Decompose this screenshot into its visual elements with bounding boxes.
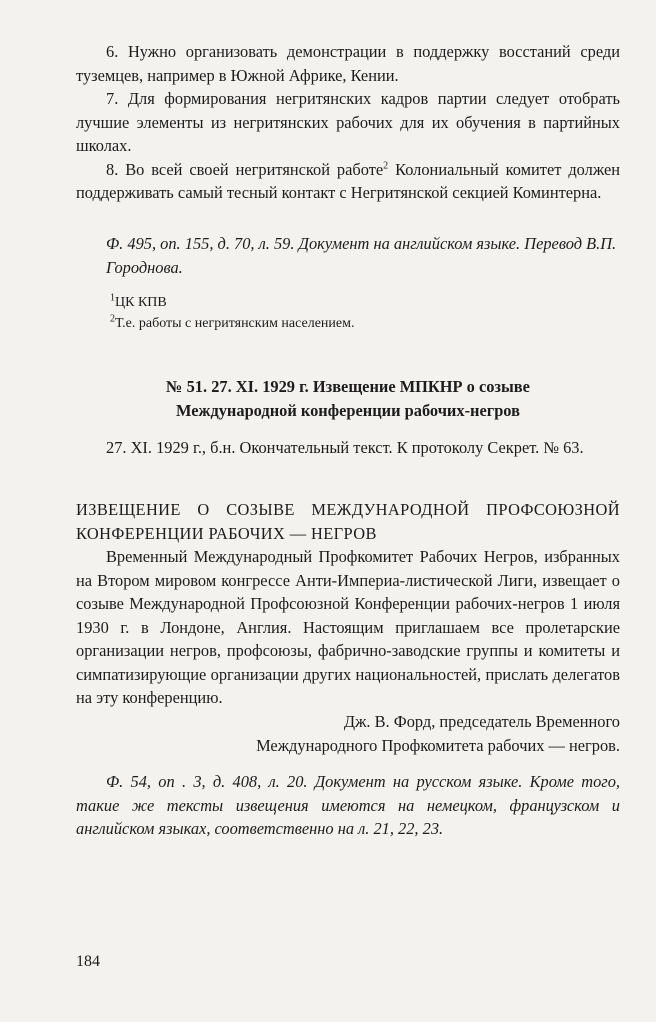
signature-line-2: Международного Профкомитета рабочих — негров.: [256, 735, 620, 755]
footnote-mark: 2: [110, 313, 115, 325]
list-item-7: 7. Для формирования негритянских кадров партии следует отобрать лучшие элементы из негритянских рабочих для их обучения в партийных школах.: [76, 89, 620, 155]
list-item-8: [76, 158, 620, 205]
document-heading: [76, 375, 620, 422]
footnote-1: [110, 292, 620, 313]
numbered-list: [76, 40, 620, 205]
notice-title: ИЗВЕЩЕНИЕ О СОЗЫВЕ МЕЖДУНАРОДНОЙ ПРОФСОЮЗНОЙ КОНФЕРЕНЦИИ РАБОЧИХ — НЕГРОВ: [76, 500, 620, 543]
signature: [76, 710, 620, 757]
document-heading-line-2: Международной конференции рабочих-негров: [176, 400, 520, 420]
archive-source-1: Ф. 495, оп. 155, д. 70, л. 59. Документ на английском языке. Перевод В.П. Городнова.: [106, 234, 617, 277]
footnote-text: Т.е. работы с негритянским населением.: [115, 316, 355, 331]
footnote-2: [110, 313, 620, 334]
document-heading-line-1: № 51. 27. XI. 1929 г. Извещение МПКНР о созыве: [166, 377, 530, 396]
archive-source-2: Ф. 54, оп . 3, д. 408, л. 20. Документ на русском языке. Кроме того, такие же тексты извещения имеются на немецком, французском и английском языках, соответственно на л. 21, 22, 23.: [76, 772, 620, 838]
document-meta: 27. XI. 1929 г., б.н. Окончательный текст. К протоколу Секрет. № 63.: [106, 438, 584, 457]
list-item-8-text-end: Колониальный комитет должен поддерживать самый тесный контакт с Негритянской секцией Коминтерна.: [76, 159, 620, 202]
footnote-text: ЦК КПВ: [115, 295, 167, 310]
signature-line-1: Дж. В. Форд, председатель Временного: [343, 712, 620, 731]
page-number: 184: [76, 953, 100, 970]
footnote-ref-2: 2: [383, 160, 389, 172]
notice-body: Временный Международный Профкомитет Рабочих Негров, избранных на Втором мировом конгрессе Анти-Империа-листической Лиги, извещает о созыве Международной Профсоюзной Конференции рабочих-негров 1 июля 1930 г. в Лондоне, Англия. Настоящим приглашаем все пролетарские организации негров, профсоюзы, фабрично-заводские группы и комитеты и симпатизирующие организации других национальностей, прислать делегатов на эту конференцию.: [76, 547, 620, 707]
footnotes: [110, 292, 620, 334]
list-item-8-text-start: 8. Во всей своей негритянской работе: [106, 159, 384, 179]
list-item-6: 6. Нужно организовать демонстрации в поддержку восстаний среди туземцев, например в Южной Африке, Кении.: [76, 42, 620, 85]
footnote-mark: 1: [110, 292, 115, 304]
